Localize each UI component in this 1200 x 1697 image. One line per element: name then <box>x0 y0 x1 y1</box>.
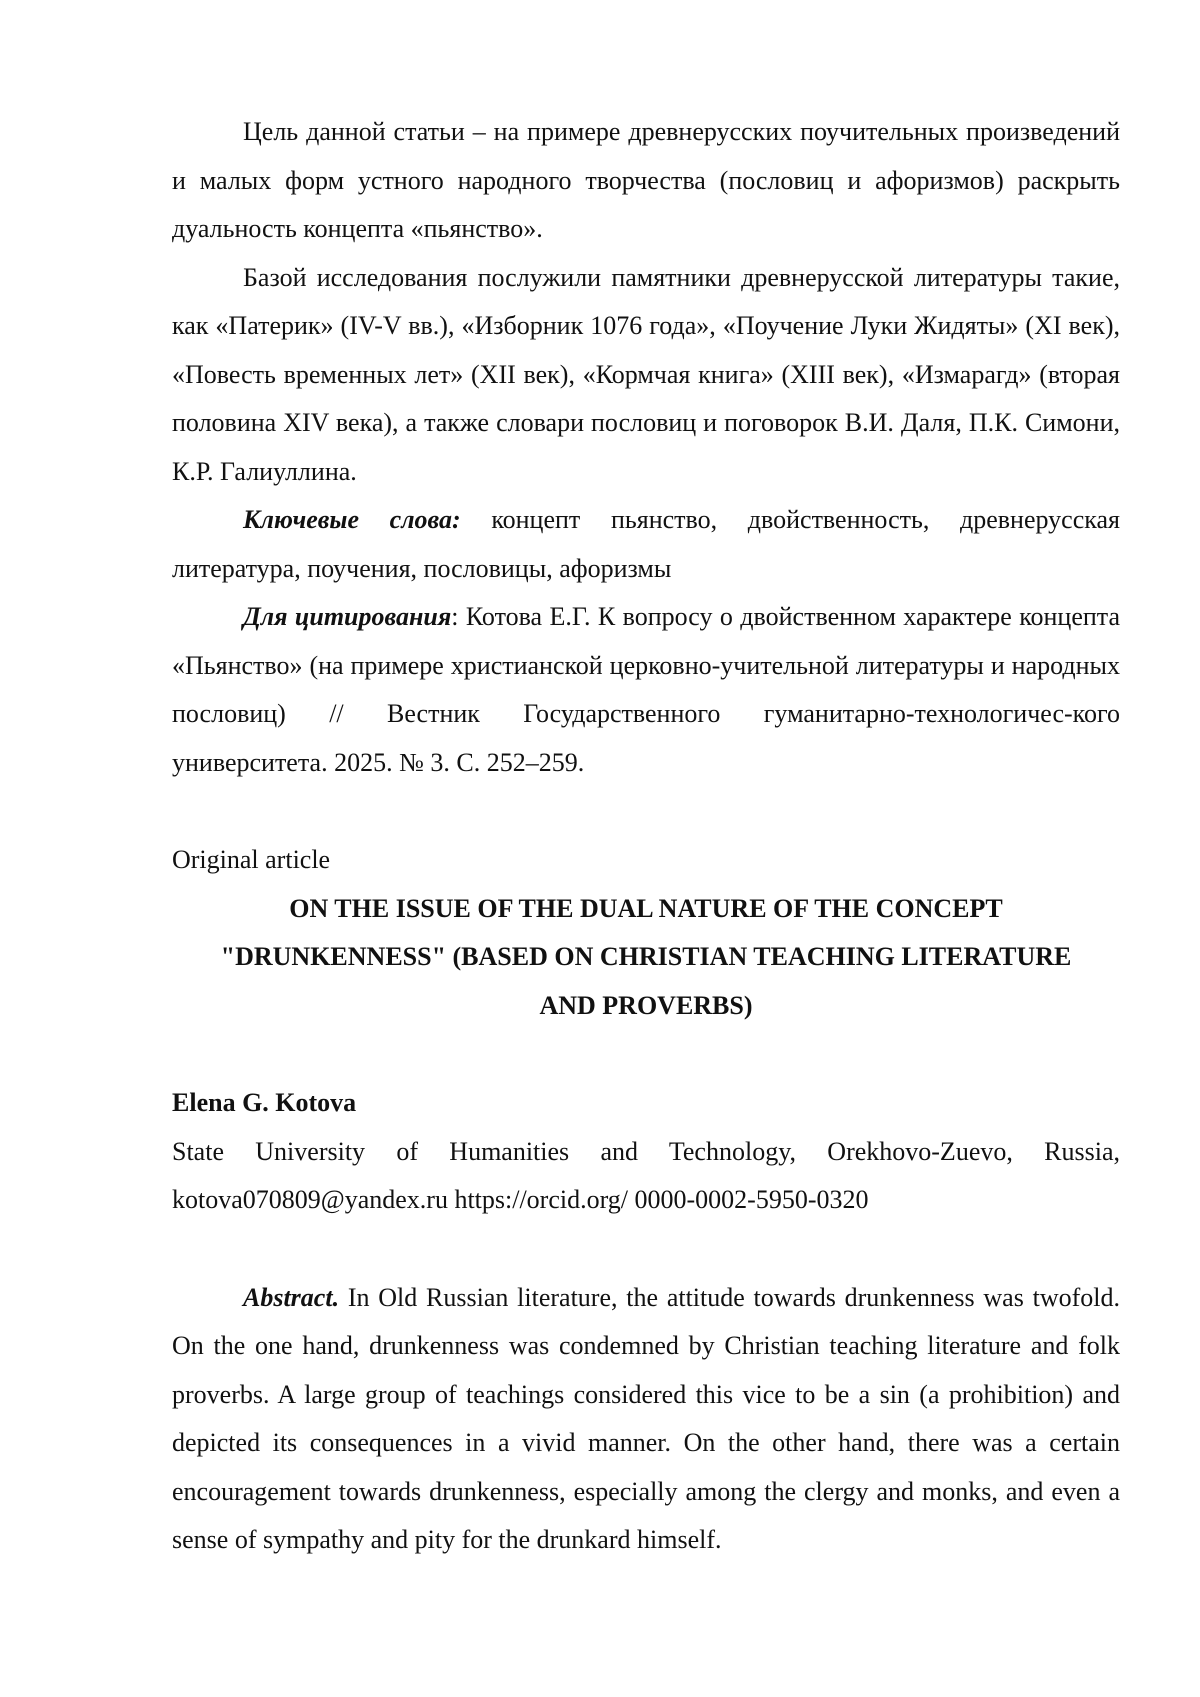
citation-text: : Котова Е.Г. К вопросу о двойственном характере концепта «Пьянство» (на примере христианской церковно-учительной литературы и народных пословиц) // Вестник Государственного гуманитарно-технологичес-кого университета. 2025. № 3. С. 252–259. <box>172 602 1120 777</box>
citation-label: Для цитирования <box>243 602 451 631</box>
spacer <box>172 1225 1120 1274</box>
spacer <box>172 1030 1120 1079</box>
keywords-text: концепт пьянство, двойственность, древнерусская литература, поучения, пословицы, афоризмы <box>172 505 1120 583</box>
title-line-1: ON THE ISSUE OF THE DUAL NATURE OF THE CONCEPT <box>172 885 1120 934</box>
keywords-paragraph <box>172 496 1120 593</box>
article-title <box>172 885 1120 1031</box>
author-contact: kotova070809@yandex.ru https://orcid.org/ 0000-0002-5950-0320 <box>172 1176 1120 1225</box>
title-line-2: "DRUNKENNESS" (BASED ON CHRISTIAN TEACHING LITERATURE <box>172 933 1120 982</box>
citation-paragraph <box>172 593 1120 787</box>
abstract-paragraph <box>172 1274 1120 1565</box>
keywords-label: Ключевые слова: <box>243 505 461 534</box>
article-type: Original article <box>172 836 1120 885</box>
page-body <box>172 108 1120 1565</box>
basis-paragraph: Базой исследования послужили памятники древнерусской литературы такие, как «Патерик» (IV-V вв.), «Изборник 1076 года», «Поучение Луки Жидяты» (XI век), «Повесть временных лет» (XII век), «Кормчая книга» (XIII век), «Измарагд» (вторая половина XIV века), а также словари пословиц и поговорок В.И. Даля, П.К. Симони, К.Р. Галиуллина. <box>172 254 1120 497</box>
spacer <box>172 787 1120 836</box>
abstract-text: In Old Russian literature, the attitude towards drunkenness was twofold. On the one hand, drunkenness was condemned by Christian teaching literature and folk proverbs. A large group of teachings considered this vice to be a sin (a prohibition) and depicted its consequences in a vivid manner. On the other hand, there was a certain encouragement towards drunkenness, especially among the clergy and monks, and even a sense of sympathy and pity for the drunkard himself. <box>172 1283 1120 1555</box>
abstract-label: Abstract. <box>243 1283 339 1312</box>
author-affiliation: State University of Humanities and Technology, Orekhovo-Zuevo, Russia, <box>172 1128 1120 1177</box>
author-name: Elena G. Kotova <box>172 1079 1120 1128</box>
purpose-paragraph: Цель данной статьи – на примере древнерусских поучительных произведений и малых форм устного народного творчества (пословиц и афоризмов) раскрыть дуальность концепта «пьянство». <box>172 108 1120 254</box>
title-line-3: AND PROVERBS) <box>172 982 1120 1031</box>
